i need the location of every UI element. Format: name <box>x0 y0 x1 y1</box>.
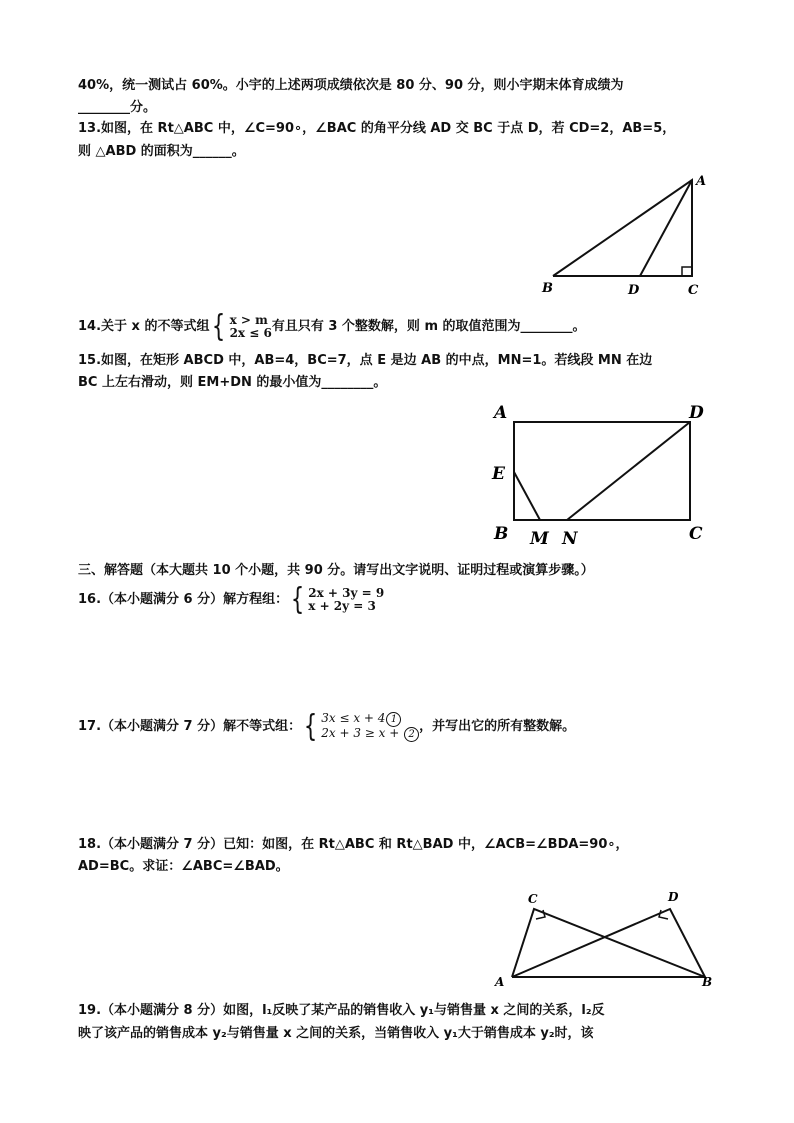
fig18-label-a: A <box>495 975 505 989</box>
q16-row-1: 2x + 3y = 9 <box>308 586 385 600</box>
text-line-2: ________分。 <box>78 100 157 115</box>
fig13-label-c: C <box>688 283 699 298</box>
fig18-label-d: D <box>668 890 679 904</box>
fig13-label-a: A <box>696 174 707 189</box>
question-16-prefix: 16.（本小题满分 6 分）解方程组： <box>78 592 289 607</box>
fig15-label-d: D <box>689 403 704 423</box>
figure-q15-rectangle <box>488 398 718 553</box>
q16-row-2: x + 2y = 3 <box>308 599 376 613</box>
q17-row-2: 2x + 3 ≥ x + <box>321 726 404 740</box>
question-18-line-2: AD=BC。求证：∠ABC=∠BAD。 <box>78 859 289 874</box>
question-16 <box>78 582 385 617</box>
question-15-line-2: BC 上左右滑动，则 EM+DN 的最小值为________。 <box>78 375 387 390</box>
circled-number-1: 1 <box>386 712 401 727</box>
text-line-1: 40%，统一测试占 60%。小宇的上述两项成绩依次是 80 分、90 分，则小宇期末体育成绩为 <box>78 78 624 93</box>
q17-row-1: 3x ≤ x + 4 <box>321 711 386 725</box>
question-17 <box>78 710 575 744</box>
question-14 <box>78 309 586 344</box>
question-14-suffix: 有且只有 3 个整数解，则 m 的取值范围为________。 <box>271 319 586 334</box>
figure-q13-triangle <box>540 170 710 300</box>
equation-system-q16: { 2x + 3y = 9 x + 2y = 3 <box>291 582 385 617</box>
fig15-label-n: N <box>562 529 578 549</box>
fig15-label-e: E <box>492 464 505 484</box>
fig15-label-b: B <box>494 524 509 544</box>
question-17-suffix: ，并写出它的所有整数解。 <box>419 719 576 734</box>
inequality-system-q14: { x > m 2x ≤ 6 <box>212 309 272 344</box>
section-3-heading: 三、解答题（本大题共 10 个小题，共 90 分。请写出文字说明、证明过程或演算步骤。） <box>78 563 594 578</box>
question-19-line-2: 映了该产品的销售成本 y₂与销售量 x 之间的关系，当销售收入 y₁大于销售成本 y₂时，该 <box>78 1026 594 1041</box>
q14-row-2: 2x ≤ 6 <box>229 326 272 340</box>
question-17-prefix: 17.（本小题满分 7 分）解不等式组： <box>78 719 302 734</box>
fig13-label-d: D <box>628 283 640 298</box>
inequality-system-q17: { 3x ≤ x + 4 1 2x + 3 ≥ x + 2 <box>301 712 419 742</box>
fig15-label-m: M <box>530 529 549 549</box>
q14-row-1: x > m <box>229 313 268 327</box>
figure-q18-triangles <box>490 885 720 993</box>
fig15-label-c: C <box>689 524 703 544</box>
question-14-prefix: 14.关于 x 的不等式组 <box>78 319 210 334</box>
fig15-label-a: A <box>494 403 508 423</box>
question-18-line-1: 18.（本小题满分 7 分）已知：如图，在 Rt△ABC 和 Rt△BAD 中，∠ACB=∠BDA=90∘， <box>78 837 629 852</box>
fig18-label-b: B <box>702 975 713 989</box>
fig18-label-c: C <box>528 892 538 906</box>
circled-number-2: 2 <box>404 727 419 742</box>
question-13-line-2: 则 △ABD 的面积为______。 <box>78 144 245 159</box>
fig13-label-b: B <box>542 281 553 296</box>
question-19-line-1: 19.（本小题满分 8 分）如图，l₁反映了某产品的销售收入 y₁与销售量 x 之间的关系，l₂反 <box>78 1003 605 1018</box>
question-15-line-1: 15.如图，在矩形 ABCD 中，AB=4，BC=7，点 E 是边 AB 的中点，MN=1。若线段 MN 在边 <box>78 353 653 368</box>
question-13-line-1: 13.如图，在 Rt△ABC 中，∠C=90∘，∠BAC 的角平分线 AD 交 BC 于点 D，若 CD=2，AB=5， <box>78 121 676 136</box>
